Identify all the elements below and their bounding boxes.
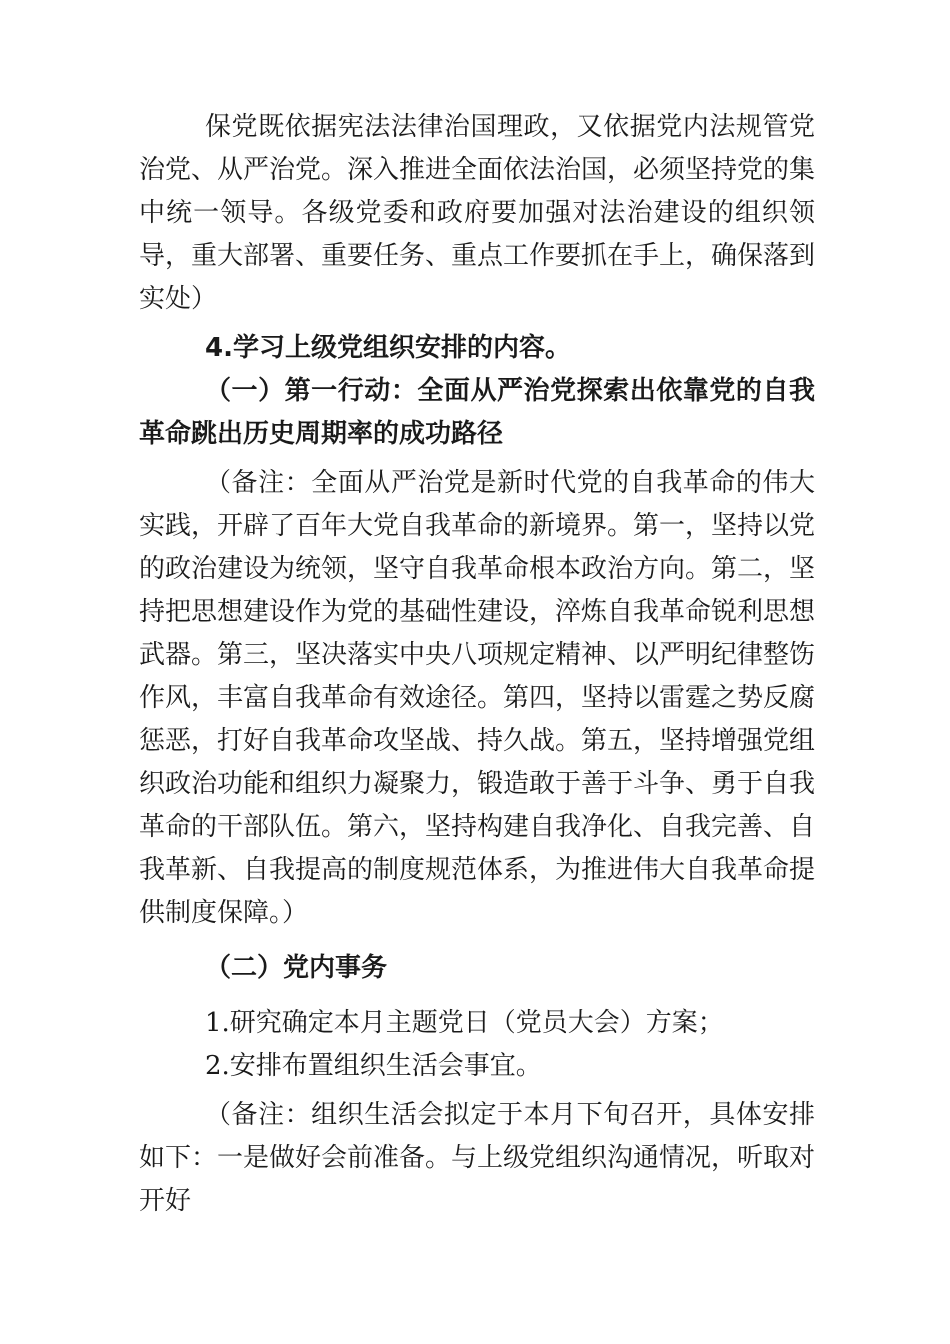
heading-section-two: （二）党内事务: [205, 953, 388, 983]
heading-study-content: 4.学习上级党组织安排的内容。: [205, 333, 571, 363]
list-item-1: 1.研究确定本月主题党日（党员大会）方案；: [205, 1008, 724, 1038]
document-body: [139, 106, 815, 1223]
list-item-2: 2.安排布置组织生活会事宜。: [205, 1051, 542, 1081]
heading-section-one: （一）第一行动：全面从严治党探索出依靠党的自我革命跳出历史周期率的成功路径: [139, 376, 815, 449]
paragraph-remark-one: （备注：全面从严治党是新时代党的自我革命的伟大实践，开辟了百年大党自我革命的新境界。第一，坚持以党的政治建设为统领，坚守自我革命根本政治方向。第二，坚持把思想建设作为党的基础性建设，淬炼自我革命锐利思想武器。第三，坚决落实中央八项规定精神、以严明纪律整饬作风，丰富自我革命有效途径。第四，坚持以雷霆之势反腐惩恶，打好自我革命攻坚战、持久战。第五，坚持增强党组织政治功能和组织力凝聚力，锻造敢于善于斗争、勇于自我革命的干部队伍。第六，坚持构建自我净化、自我完善、自我革新、自我提高的制度规范体系，为推进伟大自我革命提供制度保障。）: [139, 468, 816, 928]
paragraph-intro: 保党既依据宪法法律治国理政，又依据党内法规管党治党、从严治党。深入推进全面依法治国，必须坚持党的集中统一领导。各级党委和政府要加强对法治建设的组织领导，重大部署、重要任务、重点工作要抓在手上，确保落到实处）: [139, 112, 816, 314]
paragraph-remark-two: （备注：组织生活会拟定于本月下旬召开，具体安排如下：一是做好会前准备。与上级党组织沟通情况，听取对开好: [139, 1100, 816, 1216]
